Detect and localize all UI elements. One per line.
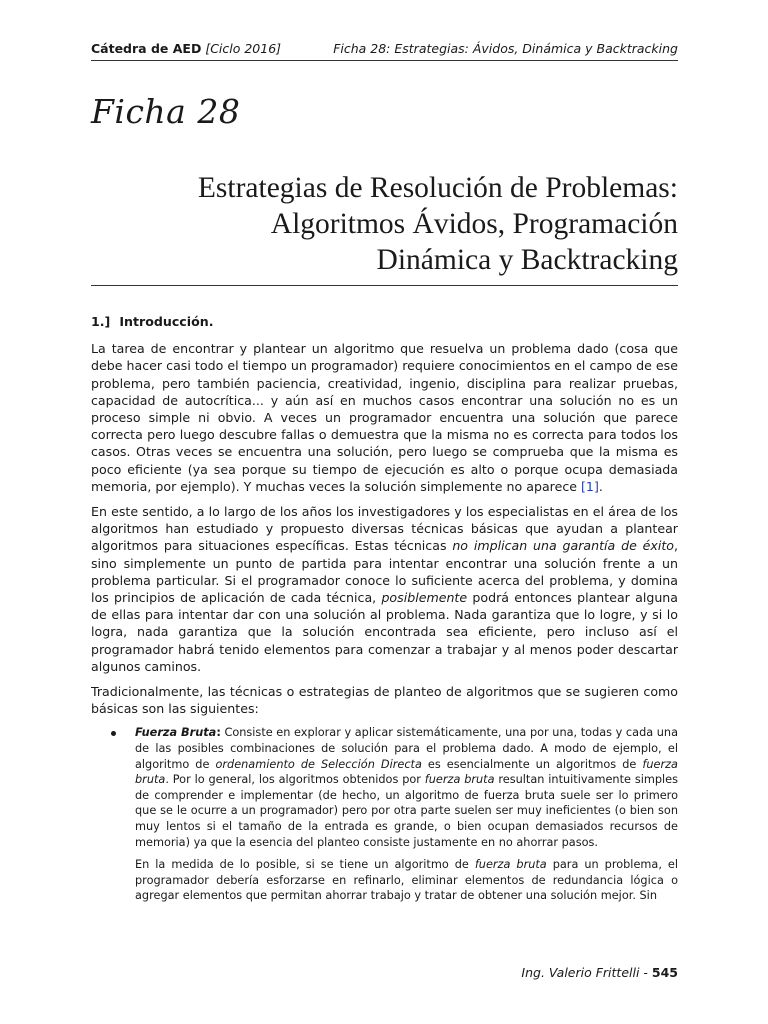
paragraph-2 xyxy=(91,503,678,675)
header-course: Cátedra de AED xyxy=(91,41,202,56)
main-title-line-3: Dinámica y Backtracking xyxy=(376,244,678,276)
page-number: 545 xyxy=(651,965,678,980)
section-number: 1.] xyxy=(91,314,111,329)
header-chapter: Ficha 28: Estrategias: Ávidos, Dinámica y Backtracking xyxy=(333,41,678,56)
ficha-title: Ficha 28 xyxy=(91,92,241,131)
paragraph-2-text-a: En este sentido, a lo largo de los años los investigadores y los especialistas en el área de los algoritmos han estudiado y propuesto diversas técnicas básicas que ayudan a plantear algoritmos para situaciones específicas. Estas técnicas xyxy=(91,504,678,554)
section-title: Introducción. xyxy=(119,314,214,329)
bullet-text-1: Consiste en explorar y aplicar sistemáticamente, una por una, todas y cada una de las posibles combinaciones de solución para el problema dado. A modo de ejemplo, el algoritmo de xyxy=(135,726,679,771)
bullet-italic-3: fuerza bruta xyxy=(424,773,495,787)
bullet-term: Fuerza Bruta xyxy=(135,726,217,740)
paragraph-1 xyxy=(91,340,678,495)
page-footer xyxy=(91,964,678,982)
bullet-p2-text-b: para un problema, el programador debería esforzarse en refinarlo, eliminar elementos de redundancia lógica o agregar elementos que permitan ahorrar trabajo y tratar de obtener una solución mejor. Sin xyxy=(135,858,678,903)
strategy-list xyxy=(91,725,678,904)
title-divider xyxy=(91,285,678,286)
document-body xyxy=(91,313,678,911)
bullet-paragraph-2 xyxy=(135,857,678,904)
paragraph-2-italic-2: posiblemente xyxy=(381,590,468,606)
page-header xyxy=(91,40,678,58)
paragraph-3: Tradicionalmente, las técnicas o estrategias de planteo de algoritmos que se sugieren como básicas son las siguientes: xyxy=(91,684,678,717)
header-divider xyxy=(91,60,678,61)
citation-link[interactable]: [1] xyxy=(581,478,599,494)
header-cycle: [Ciclo 2016] xyxy=(205,41,282,56)
bullet-icon xyxy=(111,731,116,736)
paragraph-2-text-b: , sino simplemente un punto de partida para intentar encontrar una solución frente a un problema particular. Si el programador conoce lo suficiente acerca del problema, y domina los principios de aplicación de cada técnica, xyxy=(91,538,678,606)
bullet-italic-1: ordenamiento de Selección Directa xyxy=(215,757,422,771)
bullet-text-3: . Por lo general, los algoritmos obtenidos por xyxy=(165,773,425,787)
main-title-line-1: Estrategias de Resolución de Problemas: xyxy=(197,172,678,204)
paragraph-2-italic-1: no implican una garantía de éxito xyxy=(452,538,674,554)
paragraph-1-end: . xyxy=(598,478,603,494)
bullet-text-4: resultan intuitivamente simples de comprender e implementar (de hecho, un algoritmo de fuerza bruta suele ser lo primero que se le ocurre a un programador) pero por otra parte suelen ser muy ineficientes (o bien son muy lentos si el tamaño de la entrada es grande, o bien ocupan demasiados recursos de memoria) ya que la esencia del planteo consiste justamente en no ahorrar pasos. xyxy=(135,773,678,849)
main-title-line-2: Algoritmos Ávidos, Programación xyxy=(270,208,678,240)
bullet-p2-text-a: En la medida de lo posible, si se tiene un algoritmo de xyxy=(135,858,475,872)
footer-author: Ing. Valerio Frittelli xyxy=(521,965,640,980)
main-title xyxy=(91,170,678,278)
section-heading xyxy=(91,313,678,330)
list-item-fuerza-bruta xyxy=(91,725,678,904)
bullet-term-colon: : xyxy=(216,726,221,740)
bullet-paragraph-1 xyxy=(135,725,678,850)
bullet-italic-2: fuerza bruta xyxy=(135,757,678,787)
paragraph-2-text-c: podrá entonces plantear alguna de ellas para intentar dar con una solución al problema. Nada garantiza que lo logre, y si lo logra, nada garantiza que la solución encontrada sea eficiente, pero incluso así el programador habrá tenido elementos para comenzar a trabajar y al menos poder descartar algunos caminos. xyxy=(91,590,678,674)
bullet-p2-italic: fuerza bruta xyxy=(474,858,547,872)
paragraph-1-text: La tarea de encontrar y plantear un algoritmo que resuelva un problema dado (cosa que debe hacer casi todo el tiempo un programador) requiere conocimientos en el campo de ese problema, pero también paciencia, creatividad, ingenio, disciplina para realizar pruebas, capacidad de autocrítica... y aún así en muchos casos encontrar una solución no es un proceso simple ni obvio. A veces un programador encuentra una solución que parece correcta pero luego descubre fallas o demuestra que la misma no es correcta para todos los casos. Otras veces se encuentra una solución, pero luego se comprueba que la misma es poco eficiente (ya sea porque su tiempo de ejecución es alto o porque ocupa demasiada memoria, por ejemplo). Y muchas veces la solución simplemente no aparece xyxy=(91,341,678,494)
bullet-text-2: es esencialmente un algoritmos de xyxy=(421,757,643,771)
header-left xyxy=(91,40,281,58)
footer-separator: - xyxy=(639,965,652,980)
